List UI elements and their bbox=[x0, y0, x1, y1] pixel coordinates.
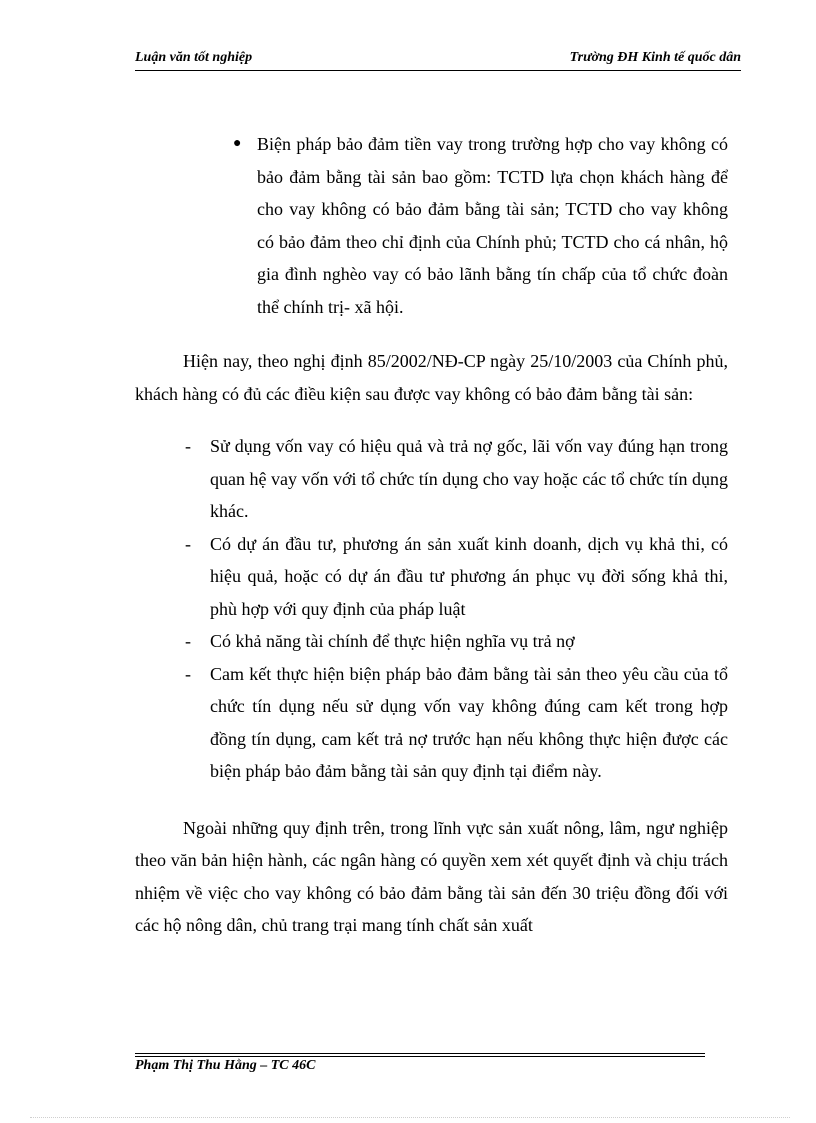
conditions-list bbox=[135, 430, 728, 788]
header-thesis-label: Luận văn tốt nghiệp bbox=[135, 50, 253, 65]
footer-divider-bottom bbox=[135, 1056, 705, 1057]
list-item bbox=[185, 528, 728, 626]
list-item bbox=[185, 625, 728, 658]
footer-divider-top bbox=[135, 1053, 705, 1054]
header-university-label: Trường ĐH Kinh tế quốc dân bbox=[569, 50, 741, 65]
list-item-text: Có khả năng tài chính để thực hiện nghĩa vụ trả nợ bbox=[210, 631, 575, 651]
dash-marker: - bbox=[185, 533, 191, 554]
page-header bbox=[135, 50, 741, 70]
paragraph-agriculture: Ngoài những quy định trên, trong lĩnh vực sản xuất nông, lâm, ngư nghiệp theo văn bản hiện hành, các ngân hàng có quyền xem xét quyết định và chịu trách nhiệm về việc cho vay không có bảo đảm bằng tài sản đến 30 triệu đồng đối với các hộ nông dân, chủ trang trại mang tính chất sản xuất bbox=[135, 817, 728, 935]
bullet-item bbox=[233, 128, 728, 323]
dash-marker: - bbox=[185, 631, 191, 651]
header-divider bbox=[135, 70, 741, 71]
paragraph-decree: Hiện nay, theo nghị định 85/2002/NĐ-CP ngày 25/10/2003 của Chính phủ, khách hàng có đủ các điều kiện sau được vay không có bảo đảm bằng tài sản: bbox=[135, 351, 728, 404]
dash-marker: - bbox=[185, 436, 191, 456]
list-item bbox=[185, 430, 728, 528]
dash-marker: - bbox=[185, 663, 191, 684]
bullet-text: Biện pháp bảo đảm tiền vay trong trường hợp cho vay không có bảo đảm bằng tài sản bao gồm: TCTD lựa chọn khách hàng để cho vay không có bảo đảm bằng tài sản; TCTD cho vay không có bảo đảm theo chỉ định của Chính phủ; TCTD cho cá nhân, hộ gia đình nghèo vay có bảo lãnh bằng tín chấp của tổ chức đoàn thể chính trị- xã hội. bbox=[257, 134, 728, 317]
page-body bbox=[135, 128, 728, 942]
list-item-text: Sử dụng vốn vay có hiệu quả và trả nợ gốc, lãi vốn vay đúng hạn trong quan hệ vay vốn với tổ chức tín dụng cho vay hoặc các tổ chức tín dụng khác. bbox=[210, 436, 728, 521]
page-edge-dots bbox=[30, 1117, 790, 1118]
list-item-text: Cam kết thực hiện biện pháp bảo đảm bằng tài sản theo yêu cầu của tổ chức tín dụng nếu sử dụng vốn vay không đúng cam kết trong hợp đồng tín dụng, cam kết trả nợ trước hạn nếu không thực hiện được các biện pháp bảo đảm bằng tài sản quy định tại điểm này. bbox=[210, 663, 728, 781]
bullet-icon: ● bbox=[233, 136, 242, 151]
list-item-text: Có dự án đầu tư, phương án sản xuất kinh doanh, dịch vụ khả thi, có hiệu quả, hoặc có dự án đầu tư phương án phục vụ đời sống khả thi, phù hợp với quy định của pháp luật bbox=[210, 533, 728, 619]
footer-author: Phạm Thị Thu Hằng – TC 46C bbox=[135, 1058, 316, 1073]
list-item bbox=[185, 658, 728, 788]
